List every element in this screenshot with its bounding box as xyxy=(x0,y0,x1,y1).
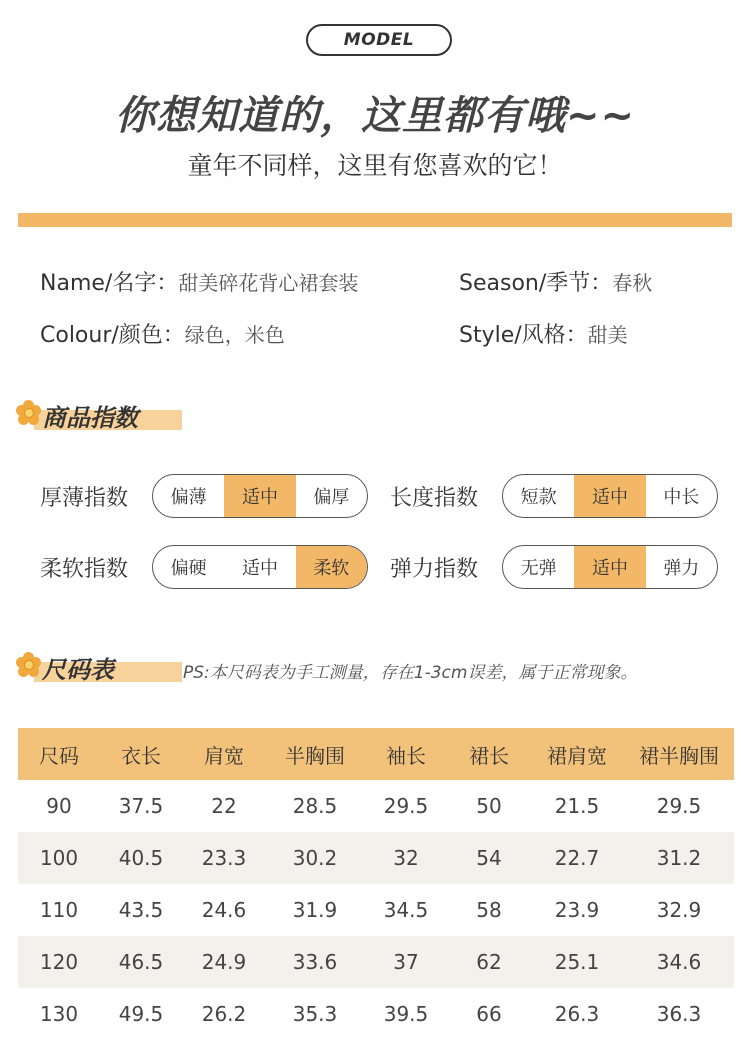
table-row xyxy=(18,780,734,832)
table-cell: 22.7 xyxy=(530,832,624,884)
table-cell: 33.6 xyxy=(266,936,364,988)
option-medium: 适中 xyxy=(241,558,278,579)
table-cell: 58 xyxy=(476,898,502,922)
table-cell: 34.5 xyxy=(383,898,429,922)
thickness-scale xyxy=(152,474,368,518)
table-cell: 37.5 xyxy=(118,794,164,818)
table-cell: 37 xyxy=(364,936,448,988)
flower-icon xyxy=(16,400,42,426)
table-cell: 120 xyxy=(18,936,100,988)
section-title: 尺码表 xyxy=(42,656,114,684)
option-no-stretch: 无弹 xyxy=(520,558,557,579)
section-size-chart xyxy=(16,650,166,684)
table-cell: 43.5 xyxy=(118,898,164,922)
model-badge: MODEL xyxy=(306,24,452,56)
table-cell: 29.5 xyxy=(383,794,429,818)
header-cell: 裙半胸围 xyxy=(624,728,734,780)
option-medium-selected: 适中 xyxy=(224,475,295,517)
name-value: 甜美碎花背心裙套装 xyxy=(178,271,359,295)
table-cell: 90 xyxy=(46,794,72,818)
option-soft-selected: 柔软 xyxy=(296,546,367,588)
table-cell: 34.6 xyxy=(624,936,734,988)
table-row xyxy=(18,832,734,884)
table-cell: 40.5 xyxy=(100,832,182,884)
option-medium-selected: 适中 xyxy=(574,546,645,588)
table-cell: 54 xyxy=(448,832,530,884)
index-label: 厚薄指数 xyxy=(40,485,129,511)
table-cell: 25.1 xyxy=(530,936,624,988)
table-cell: 35.3 xyxy=(292,1002,338,1026)
table-cell: 31.2 xyxy=(624,832,734,884)
index-softness xyxy=(40,545,368,589)
info-colour xyxy=(40,318,285,349)
table-cell: 62 xyxy=(448,936,530,988)
section-title: 商品指数 xyxy=(42,404,138,432)
option-stretch: 弹力 xyxy=(663,558,700,579)
style-value: 甜美 xyxy=(587,323,628,347)
header-cell: 尺码 xyxy=(18,728,100,780)
table-row xyxy=(18,936,734,988)
info-name xyxy=(40,266,358,297)
style-label: Style/风格： xyxy=(459,323,588,348)
table-cell: 29.5 xyxy=(656,794,702,818)
table-cell: 49.5 xyxy=(118,1002,164,1026)
index-label: 长度指数 xyxy=(390,485,479,511)
table-cell: 66 xyxy=(476,1002,502,1026)
table-cell: 26.2 xyxy=(201,1002,247,1026)
elasticity-scale xyxy=(502,545,718,589)
option-medium-selected: 适中 xyxy=(574,475,645,517)
table-header-row xyxy=(18,728,734,780)
table-cell: 36.3 xyxy=(656,1002,702,1026)
season-label: Season/季节： xyxy=(459,271,613,296)
header-cell: 半胸围 xyxy=(266,728,364,780)
table-cell: 32.9 xyxy=(656,898,702,922)
table-cell: 50 xyxy=(476,794,502,818)
colour-label: Colour/颜色： xyxy=(40,323,185,348)
table-row xyxy=(18,988,734,1038)
table-cell: 24.6 xyxy=(201,898,247,922)
table-cell: 23.3 xyxy=(182,832,266,884)
page-subheadline: 童年不同样，这里有您喜欢的它！ xyxy=(187,151,563,180)
table-row xyxy=(18,884,734,936)
size-table xyxy=(18,728,734,1038)
table-cell: 110 xyxy=(39,898,79,922)
option-thin: 偏薄 xyxy=(170,487,207,508)
flower-icon xyxy=(16,652,42,678)
table-cell: 24.9 xyxy=(182,936,266,988)
index-thickness xyxy=(40,474,368,518)
header-cell: 裙肩宽 xyxy=(530,728,624,780)
header-cell: 衣长 xyxy=(100,728,182,780)
season-value: 春秋 xyxy=(612,271,653,295)
page-headline: 你想知道的，这里都有哦~~ xyxy=(114,93,636,139)
index-label: 柔软指数 xyxy=(40,556,129,582)
table-cell: 23.9 xyxy=(554,898,600,922)
length-scale xyxy=(502,474,718,518)
section-product-index xyxy=(16,398,166,432)
accent-divider xyxy=(18,213,732,227)
table-cell: 32 xyxy=(364,832,448,884)
table-cell: 39.5 xyxy=(383,1002,429,1026)
option-short: 短款 xyxy=(520,487,557,508)
header-cell: 袖长 xyxy=(364,728,448,780)
table-cell: 21.5 xyxy=(554,794,600,818)
index-label: 弹力指数 xyxy=(390,556,479,582)
info-style xyxy=(459,318,628,349)
name-label: Name/名字： xyxy=(40,271,179,296)
info-season xyxy=(459,266,652,297)
colour-value: 绿色，米色 xyxy=(184,323,285,347)
table-cell: 30.2 xyxy=(266,832,364,884)
index-elasticity xyxy=(390,545,718,589)
softness-scale xyxy=(152,545,368,589)
header-cell: 裙长 xyxy=(448,728,530,780)
table-cell: 46.5 xyxy=(100,936,182,988)
table-cell: 31.9 xyxy=(292,898,338,922)
table-cell: 100 xyxy=(18,832,100,884)
table-cell: 22 xyxy=(211,794,237,818)
table-cell: 130 xyxy=(39,1002,79,1026)
header-cell: 肩宽 xyxy=(182,728,266,780)
option-thick: 偏厚 xyxy=(313,487,350,508)
table-cell: 28.5 xyxy=(292,794,338,818)
index-length xyxy=(390,474,718,518)
option-hard: 偏硬 xyxy=(170,558,207,579)
option-mid-long: 中长 xyxy=(663,487,700,508)
measurement-note: PS:本尺码表为手工测量，存在1-3cm误差，属于正常现象。 xyxy=(183,663,638,683)
table-cell: 26.3 xyxy=(554,1002,600,1026)
